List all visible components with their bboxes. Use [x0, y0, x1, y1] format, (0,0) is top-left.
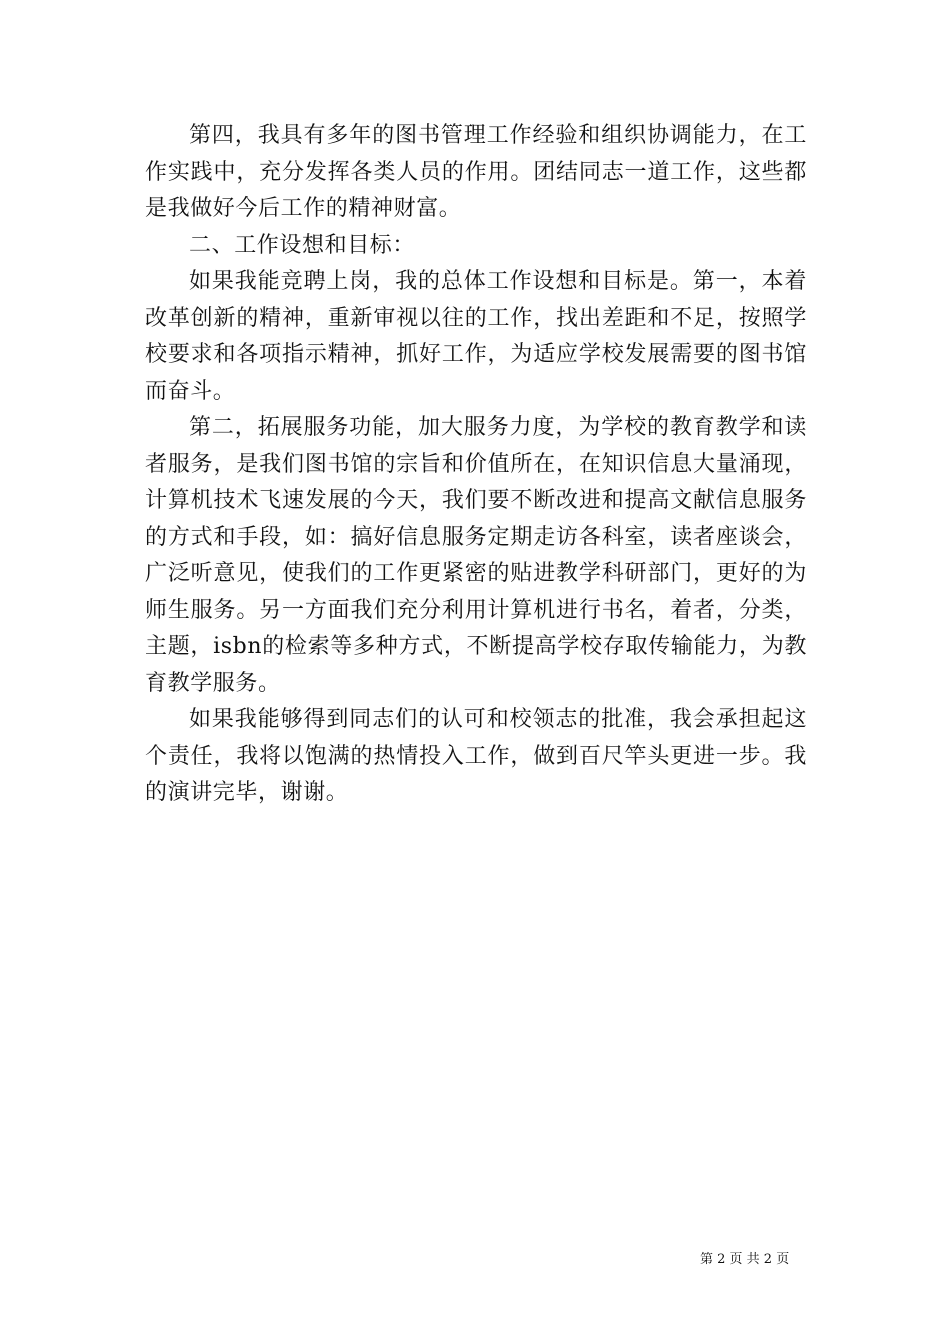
paragraph-plan-first: 如果我能竞聘上岗，我的总体工作设想和目标是。第一，本着改革创新的精神，重新审视以往的工作，找出差距和不足，按照学校要求和各项指示精神，抓好工作，为适应学校发展需要的图书馆而奋斗。	[145, 269, 807, 404]
paragraph-closing: 如果我能够得到同志们的认可和校领志的批准，我会承担起这个责任，我将以饱满的热情投入工作，做到百尺竿头更进一步。我的演讲完毕，谢谢。	[145, 707, 807, 805]
page-number: 第 2 页 共 2 页	[700, 1252, 790, 1267]
document-body	[145, 118, 807, 812]
paragraph-plan-second: 第二，拓展服务功能，加大服务力度，为学校的教育教学和读者服务，是我们图书馆的宗旨和价值所在，在知识信息大量涌现，计算机技术飞速发展的今天，我们要不断改进和提高文献信息服务的方式和手段，如：搞好信息服务定期走访各科室，读者座谈会，广泛听意见，使我们的工作更紧密的贴进教学科研部门，更好的为师生服务。另一方面我们充分利用计算机进行书名，着者，分类，主题，isbn的检索等多种方式，不断提高学校存取传输能力，为教育教学服务。	[145, 415, 807, 696]
paragraph-qualification-four: 第四，我具有多年的图书管理工作经验和组织协调能力，在工作实践中，充分发挥各类人员的作用。团结同志一道工作，这些都是我做好今后工作的精神财富。	[145, 123, 807, 221]
section-heading-work-plan: 二、工作设想和目标：	[189, 232, 416, 258]
